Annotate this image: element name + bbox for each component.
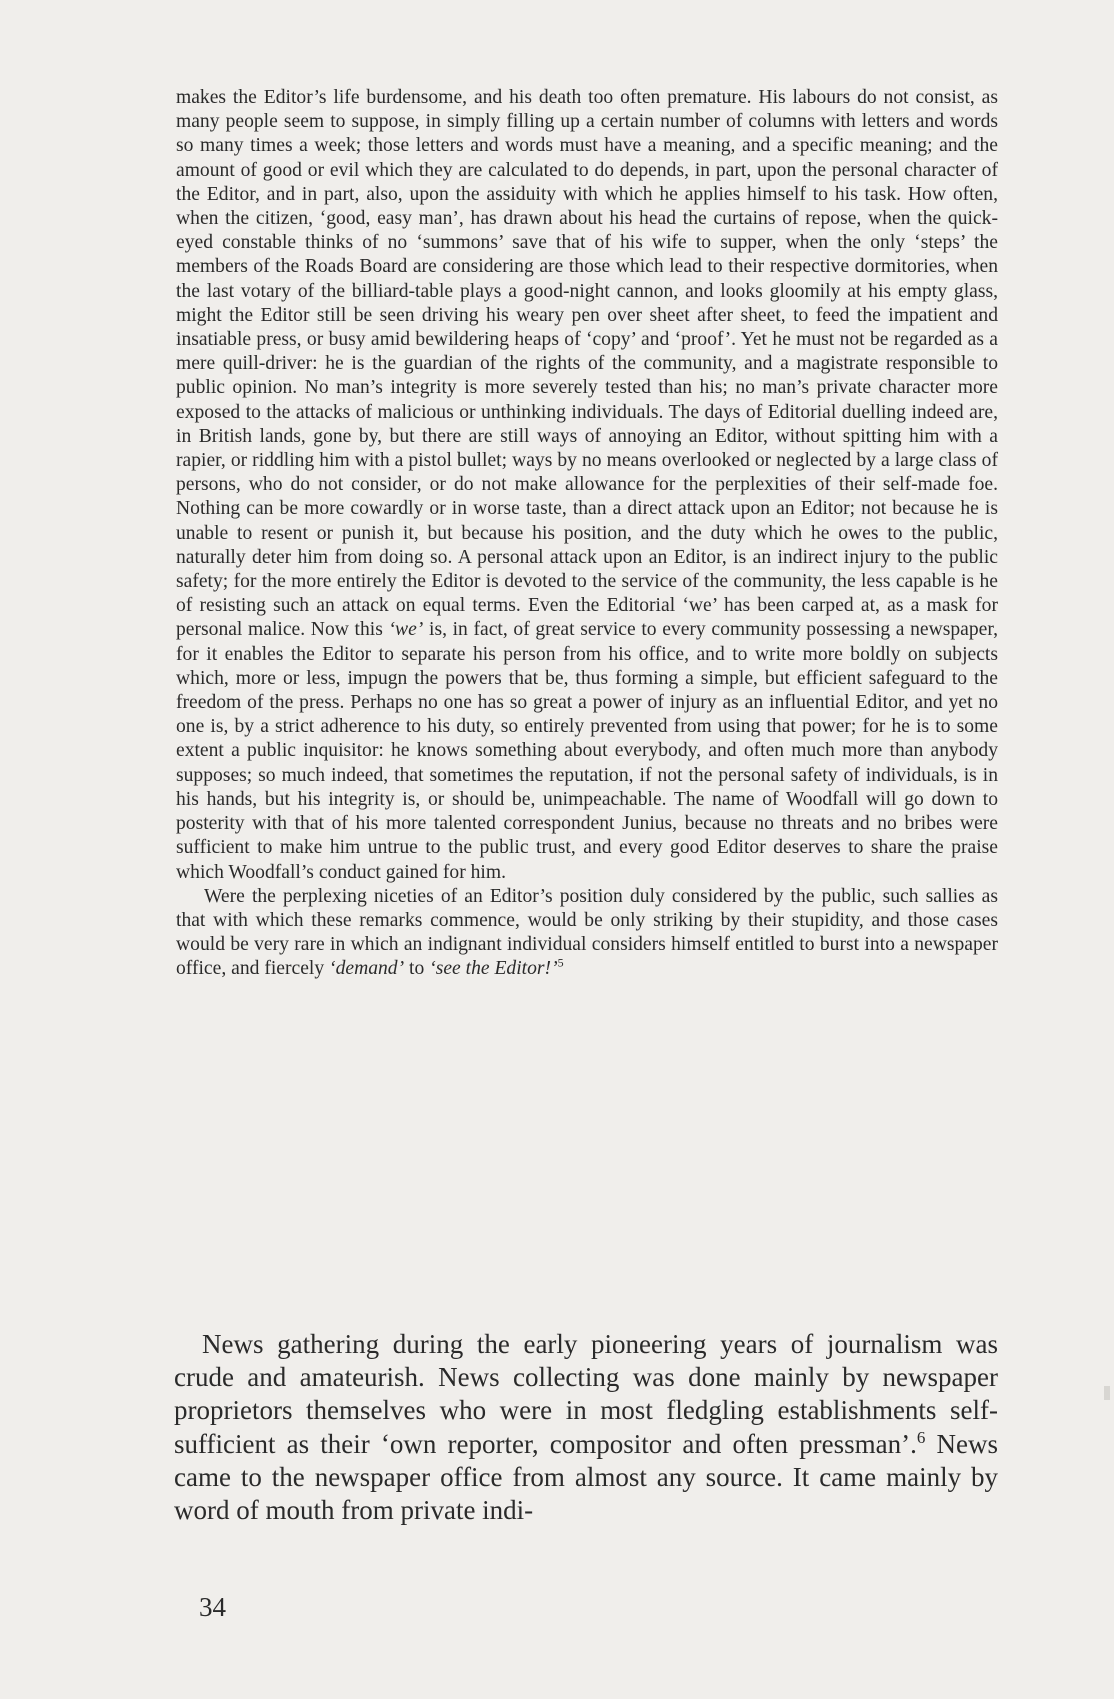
italic-we: ‘we’ <box>388 619 424 641</box>
body-paragraph <box>174 1328 998 1527</box>
body-text-before-note: News gathering during the early pioneering years of journalism was crude and amateurish. News collecting was done mainly by newspaper proprietors themselves who were in most fledgling establishments self-sufficient as their ‘own reporter, compositor and often pressman’. <box>174 1329 998 1459</box>
italic-demand: ‘demand’ <box>329 958 405 980</box>
main-body-text <box>174 1328 998 1527</box>
page-number: 34 <box>199 1592 226 1622</box>
quote-paragraph-2 <box>176 885 998 982</box>
page-edge-mark <box>1104 1386 1110 1400</box>
footnote-marker-5: 5 <box>557 955 564 970</box>
quote-paragraph-2-text: Were the perplexing niceties of an Editor’s position duly considered by the public, such sallies as that with which these remarks commence, would be only striking by their stupidity, and those cases would be very rare in which an indignant individual considers himself entitled to burst into a newspaper office, and fiercely <box>176 885 998 980</box>
body-text-after-note: News came to the newspaper office from almost any source. It came mainly by word of mouth from private indi- <box>174 1428 998 1526</box>
quote-paragraph-1 <box>176 86 998 885</box>
italic-see-the-editor: ‘see the Editor!’ <box>429 958 558 980</box>
quote-paragraph-2-to: to <box>404 958 430 980</box>
quote-paragraph-1-text: makes the Editor’s life burdensome, and his death too often premature. His labours do not consist, as many people seem to suppose, in simply filling up a certain number of columns with letters and words so many times a week; those letters and words must have a meaning, and a specific meaning; and the amount of good or evil which they are calculated to do depends, in part, upon the personal character of the Editor, and in part, also, upon the assiduity with which he applies himself to his task. How often, when the citizen, ‘good, easy man’, has drawn about his head the curtains of repose, when the quick-eyed constable thinks of no ‘summons’ save that of his wife to supper, when the only ‘steps’ the members of the Roads Board are considering are those which lead to their respective dormitories, when the last votary of the billiard-table plays a good-night cannon, and looks gloomily at his empty glass, might the Editor still be seen driving his weary pen over sheet after sheet, to feed the impatient and insatiable press, or busy amid bewildering heaps of ‘copy’ and ‘proof’. Yet he must not be regarded as a mere quill-driver: he is the guardian of the rights of the community, and a magistrate responsible to public opinion. No man’s integrity is more severely tested than his; no man’s private character more exposed to the attacks of malicious or unthinking individuals. The days of Editorial duelling indeed are, in British lands, gone by, but there are still ways of annoying an Editor, without spitting him with a rapier, or riddling him with a pistol bullet; ways by no means overlooked or neglected by a large class of persons, who do not consider, or do not make allowance for the perplexities of their self-made foe. Nothing can be more cowardly or in worse taste, than a direct attack upon an Editor; not because he is unable to resent or punish it, but because his position, and the duty which he owes to the public, naturally deter him from doing so. A personal attack upon an Editor, is an indirect injury to the public safety; for the more entirely the Editor is devoted to the service of the community, the less capable is he of resisting such an attack on equal terms. Even the Editorial ‘we’ has been carped at, as a mask for personal malice. Now this <box>176 87 998 641</box>
footnote-marker-6: 6 <box>916 1427 926 1447</box>
quote-paragraph-1-tail: is, in fact, of great service to every community possessing a newspaper, for it enables the Editor to separate his person from his office, and to write more boldly on subjects which, more or less, impugn the powers that be, thus forming a simple, but efficient safeguard to the freedom of the press. Perhaps no one has so great a power of injury as an influential Editor, and yet no one is, by a strict adherence to his duty, so entirely prevented from using that power; for he is to some extent a public inquisitor: he knows something about everybody, and often much more than anybody supposes; so much indeed, that sometimes the reputation, if not the personal safety of individuals, is in his hands, but his integrity is, or should be, unimpeachable. The name of Woodfall will go down to posterity with that of his more talented correspondent Junius, because no threats and no bribes were sufficient to make him untrue to the public trust, and every good Editor deserves to share the praise which Woodfall’s conduct gained for him. <box>176 619 999 883</box>
block-quotation <box>176 86 998 982</box>
